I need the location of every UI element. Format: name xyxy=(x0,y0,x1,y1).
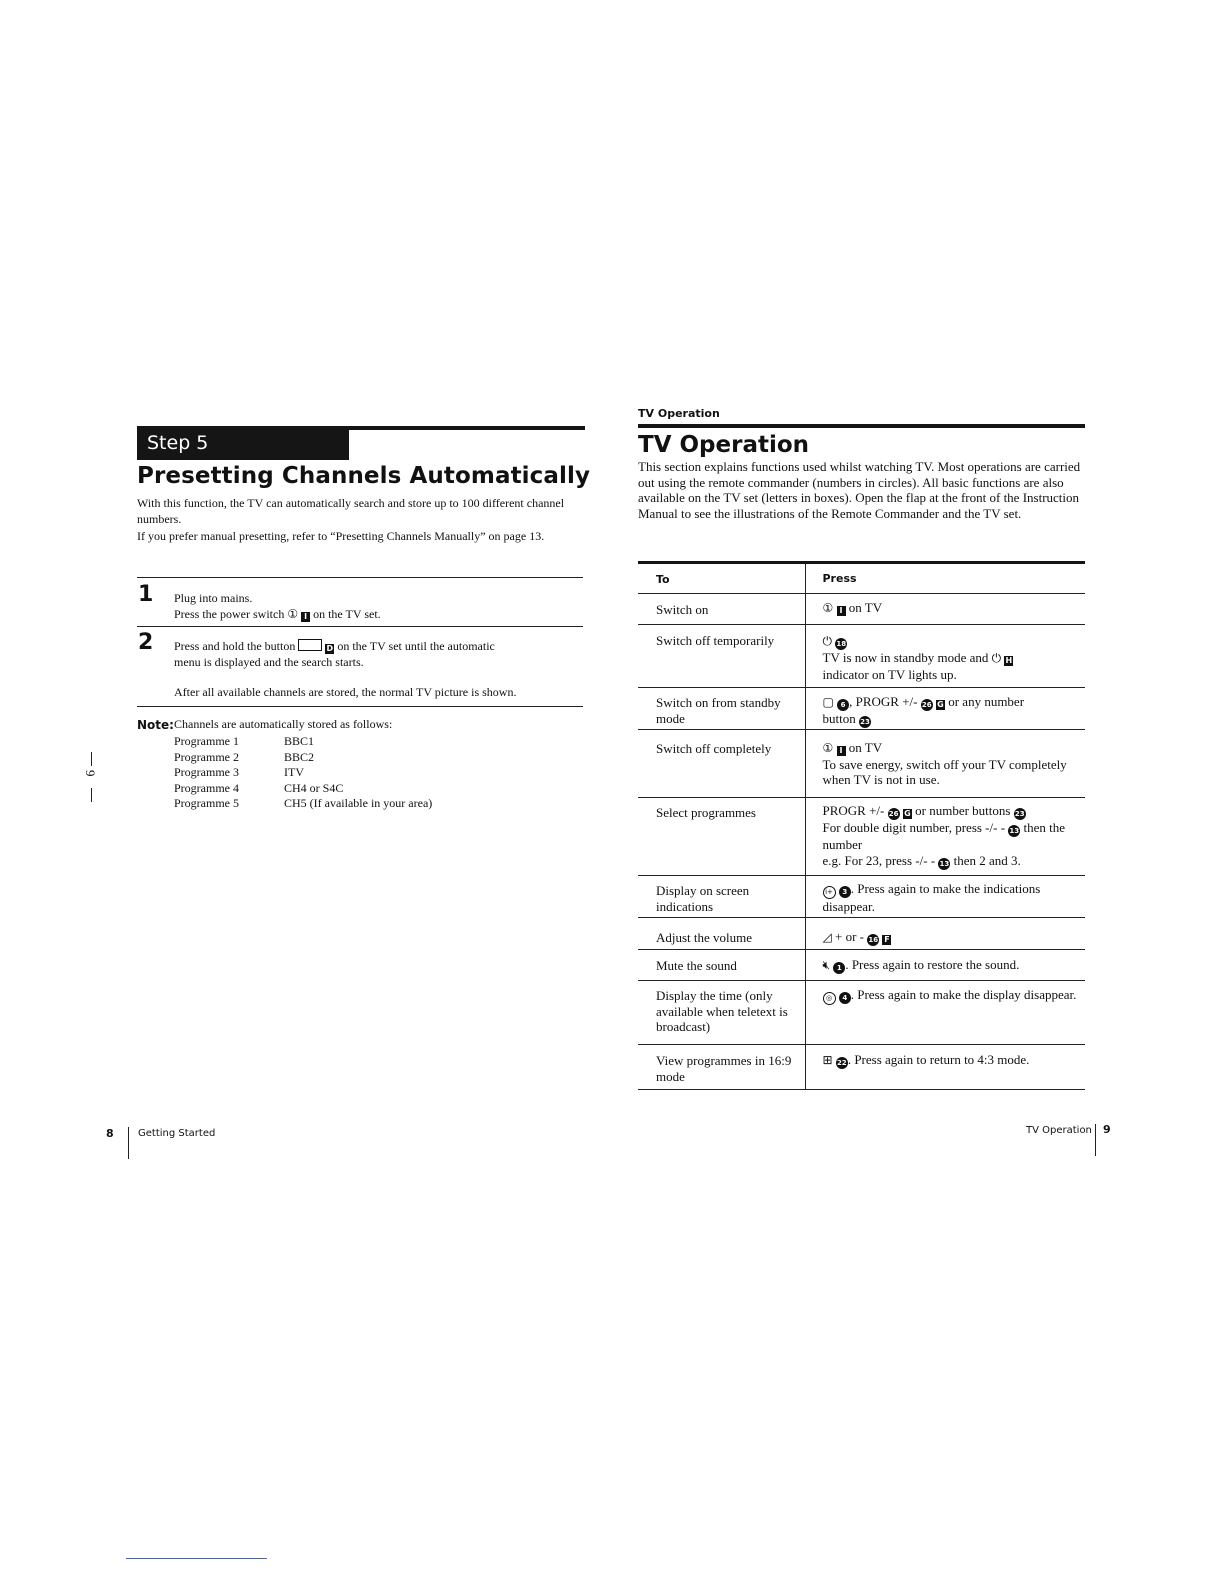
section-intro: This section explains functions used whilst watching TV. Most operations are carried out using the remote commander (numbers in circles). All basic functions are also available on the TV set (letters in boxes). Open the flap at the front of the Instruction Manual to see the illustrations of the Remote Commander and the TV set. xyxy=(638,459,1081,521)
table-row: Display on screen indications i+ 3 . Press again to make the indications disappear. xyxy=(638,876,1085,918)
table-row: Select programmes PROGR +/- 26 G or number buttons 23 For double digit number, press -/- - 13 then the number e.g. For 23, press -/- - 13 then 2 and 3. xyxy=(638,798,1085,876)
table-row: Switch off temporarily ⏻ 18 TV is now in standby mode and ⏻ H indicator on TV lights up. xyxy=(638,625,1085,688)
letter-i-box-icon: I xyxy=(837,746,846,756)
side-page-mark: 9 xyxy=(83,770,98,777)
intro-paragraph-1: With this function, the TV can automatically search and store up to 100 different channel numbers. xyxy=(137,496,565,526)
power-switch-icon: ① xyxy=(287,607,299,621)
programme-row: Programme 3 ITV xyxy=(174,765,304,779)
letter-i-box-icon: I xyxy=(837,606,846,616)
step-2-line-1: Press and hold the button D on the TV set until the automatic xyxy=(174,639,495,653)
wide-mode-icon: ⊞ xyxy=(822,1053,833,1067)
programme-row: Programme 5 CH5 (If available in your area) xyxy=(174,796,433,810)
table-row: Mute the sound 🔇︎ 1 . Press again to restore the sound. xyxy=(638,950,1085,981)
divider xyxy=(137,626,583,627)
programme-row: Programme 4 CH4 or S4C xyxy=(174,780,344,795)
button-23-icon: 23 xyxy=(860,718,870,726)
button-16-icon: 16 xyxy=(868,936,879,944)
step-banner xyxy=(137,426,585,460)
button-6-icon: 6 xyxy=(837,699,849,711)
letter-g-box-icon: G xyxy=(904,809,911,818)
scan-edge-line xyxy=(126,1558,267,1559)
divider xyxy=(137,706,583,707)
programme-row: Programme 2 BBC2 xyxy=(174,749,315,764)
table-row: Adjust the volume ◿ + or - 16 F xyxy=(638,918,1085,950)
button-4-icon: 4 xyxy=(839,992,851,1004)
step-2-number: 2 xyxy=(138,630,154,655)
section-header: TV Operation xyxy=(638,407,720,420)
left-page xyxy=(137,424,591,824)
step-2-text xyxy=(174,638,584,700)
programme-row: Programme 1 BBC1 xyxy=(174,734,315,748)
clock-button-icon: ◎ xyxy=(823,992,836,1005)
table-row: Switch on ① I on TV xyxy=(638,594,1085,625)
intro-paragraph-2: If you prefer manual presetting, refer to “Presetting Channels Manually” on page 13. xyxy=(137,529,545,543)
step-1-line-2: Press the power switch ① I on the TV set. xyxy=(174,607,381,621)
step-1-line-1: Plug into mains. xyxy=(174,591,253,605)
letter-h-box-icon: H xyxy=(1005,656,1013,665)
step-2-line-3: After all available channels are stored, the normal TV picture is shown. xyxy=(174,685,517,699)
tv-icon: ▢ xyxy=(822,695,834,709)
footer-page-number-right: 9 xyxy=(1103,1123,1111,1136)
footer-divider xyxy=(1095,1124,1096,1156)
page-title-right: TV Operation xyxy=(638,432,810,458)
operations-table xyxy=(638,561,1085,1090)
letter-g-box-icon: G xyxy=(937,700,944,709)
step-2-line-2: menu is displayed and the search starts. xyxy=(174,655,364,669)
footer-section-right: TV Operation xyxy=(1026,1125,1092,1136)
button-13-icon: 13 xyxy=(1009,827,1020,835)
footer-divider xyxy=(128,1127,129,1159)
button-26-icon: 26 xyxy=(921,701,932,709)
divider xyxy=(137,577,583,578)
button-3-icon: 3 xyxy=(839,886,851,898)
column-header-press: Press xyxy=(822,572,857,585)
letter-i-box-icon: I xyxy=(301,612,310,622)
power-switch-icon: ① xyxy=(822,601,834,615)
table-row: Switch on from standby mode ▢ 6 , PROGR +/- 26 G or any number button 23 xyxy=(638,688,1085,730)
standby-icon: ⏻ xyxy=(991,651,1002,665)
button-13-icon: 13 xyxy=(939,859,950,868)
letter-f-box-icon: F xyxy=(884,935,890,944)
standby-icon: ⏻ xyxy=(822,634,832,648)
power-switch-icon: ① xyxy=(822,741,834,755)
side-tick xyxy=(91,752,92,766)
side-tick xyxy=(91,788,92,802)
button-18-icon: 18 xyxy=(836,640,847,648)
button-26-icon: 26 xyxy=(888,810,899,818)
step-1-number: 1 xyxy=(138,582,154,607)
intro-text xyxy=(137,495,567,545)
table-row: Switch off completely ① I on TV To save energy, switch off your TV completely when TV is not in use. xyxy=(638,730,1085,798)
button-23-icon: 23 xyxy=(1014,810,1025,818)
table-row: View programmes in 16:9 mode ⊞ 22. Press again to return to 4:3 mode. xyxy=(638,1045,1085,1090)
column-header-to: To xyxy=(638,563,805,594)
volume-icon: ◿ xyxy=(822,930,832,944)
button-1-icon: 1 xyxy=(833,962,845,974)
step-rule xyxy=(349,426,585,430)
step-1-text xyxy=(174,590,381,622)
note-text: Channels are automatically stored as follows: xyxy=(174,717,393,731)
button-22-icon: 22 xyxy=(836,1059,847,1067)
note-label: Note: xyxy=(137,718,174,732)
header-rule xyxy=(638,424,1085,428)
footer-page-number-left: 8 xyxy=(106,1127,114,1140)
letter-d-box-icon: D xyxy=(326,644,334,653)
table-header-row xyxy=(638,563,1085,594)
footer-section-left: Getting Started xyxy=(138,1128,216,1139)
step-label: Step 5 xyxy=(137,426,349,460)
table-row: Display the time (only available when teletext is broadcast) ◎ 4 . Press again to make the display disappear. xyxy=(638,981,1085,1045)
mute-icon: 🔇︎ xyxy=(822,958,831,972)
page-title-left: Presetting Channels Automatically xyxy=(137,463,591,489)
auto-preset-button-icon xyxy=(298,639,322,651)
display-button-icon: i+ xyxy=(823,886,836,899)
